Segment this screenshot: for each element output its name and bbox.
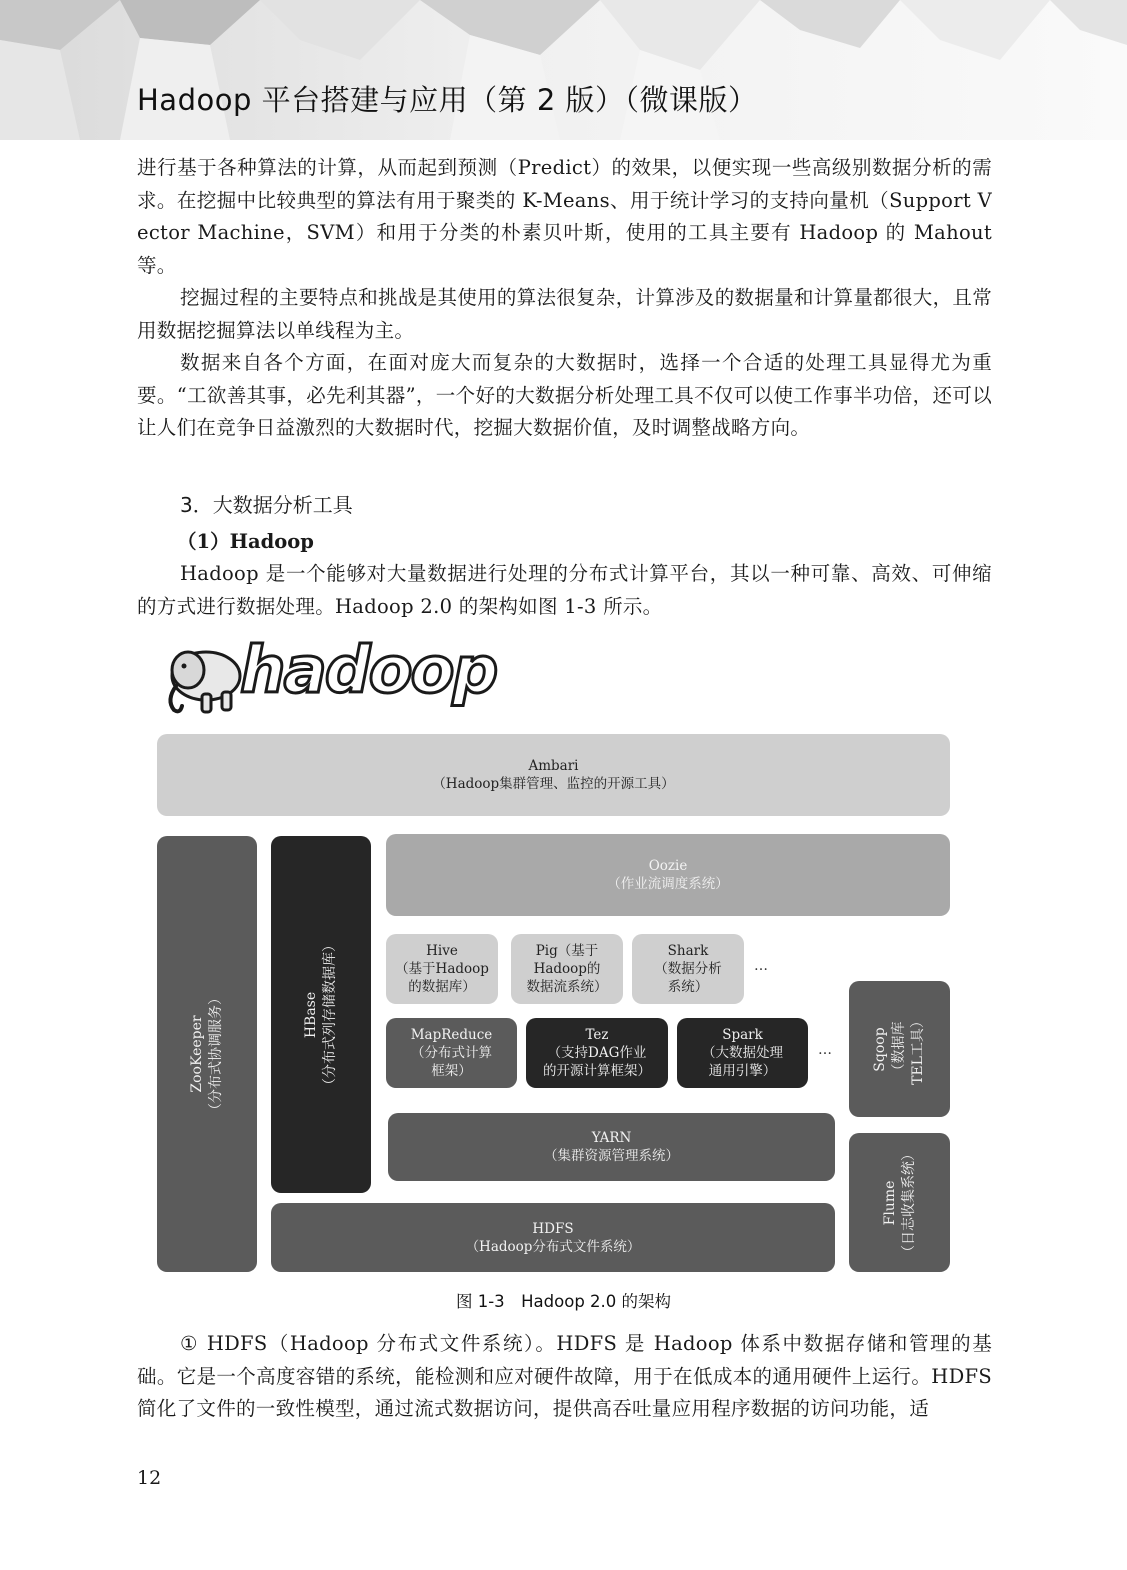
sqoop-desc-1: （数据库 [890, 1021, 907, 1078]
header-background [0, 0, 1127, 140]
paragraph: 挖掘过程的主要特点和挑战是其使用的算法很复杂，计算涉及的数据量和计算量都很大，且常用数据挖掘算法以单线程为主。 [137, 286, 992, 342]
ambari-desc: （Hadoop集群管理、监控的开源工具） [432, 776, 675, 792]
shark-desc-2: 系统） [667, 979, 709, 995]
hbase-desc: （分布式列存储数据库） [322, 937, 338, 1092]
intro-text [137, 152, 992, 445]
figure-caption: 图 1-3 Hadoop 2.0 的架构 [455, 1292, 672, 1311]
paragraph: ① HDFS（Hadoop 分布式文件系统）。HDFS 是 Hadoop 体系中数据存储和管理的基础。它是一个高度容错的系统，能检测和应对硬件故障，用于在低成本的通用硬件上运行。HDFS 简化了文件的一致性模型，通过流式数据访问，提供高吞吐量应用程序数据的访问功能，适 [137, 1332, 992, 1420]
tez-desc-2: 的开源计算框架） [543, 1063, 651, 1079]
sqoop-desc-2: TEL工具） [909, 1013, 926, 1085]
mapreduce-desc-1: （分布式计算 [411, 1045, 492, 1061]
yarn-desc: （集群资源管理系统） [544, 1148, 679, 1164]
hive-name: Hive [426, 943, 458, 959]
paragraph: 数据来自各个方面，在面对庞大而复杂的大数据时，选择一个合适的处理工具显得尤为重要。“工欲善其事，必先利其器”，一个好的大数据分析处理工具不仅可以使工作事半功倍，还可以让人们在竞争日益激烈的大数据时代，挖掘大数据价值，及时调整战略方向。 [137, 351, 992, 439]
hive-desc-2: 的数据库） [408, 979, 476, 995]
hdfs-name: HDFS [532, 1220, 574, 1237]
flume-desc: （日志收集系统） [900, 1146, 917, 1259]
hbase-box [271, 836, 371, 1193]
hdfs-desc: （Hadoop分布式文件系统） [465, 1238, 641, 1255]
spark-desc-1: （大数据处理 [702, 1045, 783, 1061]
ellipsis: … [818, 1042, 832, 1058]
pig-box [511, 934, 623, 1004]
yarn-box [388, 1113, 835, 1181]
page-number: 12 [137, 1467, 162, 1489]
mapreduce-name: MapReduce [410, 1027, 493, 1043]
hive-desc-1: （基于Hadoop [395, 961, 489, 977]
ambari-name: Ambari [528, 758, 579, 774]
pig-desc-1: Hadoop的 [533, 961, 601, 977]
zookeeper-box [157, 836, 257, 1272]
pig-desc-2: 数据流系统） [526, 979, 608, 995]
zookeeper-desc: （分布式协调服务） [208, 991, 224, 1117]
tez-box [526, 1018, 668, 1088]
hive-box [386, 934, 498, 1004]
spark-desc-2: 通用引擎） [708, 1063, 777, 1079]
logo-text: hadoop [240, 634, 497, 708]
section-heading: 3．大数据分析工具 [180, 493, 353, 517]
sqoop-name: Sqoop [871, 1026, 888, 1072]
spark-box [677, 1018, 808, 1088]
zookeeper-name: ZooKeeper [189, 1015, 205, 1093]
shark-box [632, 934, 744, 1004]
oozie-desc: （作业流调度系统） [607, 876, 729, 892]
hbase-name: HBase [303, 991, 319, 1038]
tez-desc-1: （支持DAG作业 [547, 1045, 647, 1061]
book-title: Hadoop 平台搭建与应用（第 2 版）（微课版） [137, 83, 758, 117]
sqoop-box [849, 981, 950, 1117]
shark-name: Shark [667, 943, 709, 959]
yarn-name: YARN [591, 1130, 632, 1146]
ambari-box [157, 734, 950, 816]
outro-text [137, 1328, 992, 1426]
flume-box [849, 1133, 950, 1272]
oozie-box [386, 834, 950, 916]
sub-heading: （1）Hadoop [177, 530, 314, 553]
tez-name: Tez [585, 1027, 609, 1043]
hdfs-box [271, 1203, 835, 1272]
oozie-name: Oozie [648, 858, 688, 874]
spark-name: Spark [722, 1027, 763, 1043]
paragraph: Hadoop 是一个能够对大量数据进行处理的分布式计算平台，其以一种可靠、高效、可伸缩的方式进行数据处理。Hadoop 2.0 的架构如图 1-3 所示。 [137, 562, 992, 618]
mapreduce-desc-2: 框架） [431, 1063, 472, 1079]
flume-name: Flume [881, 1180, 898, 1225]
hadoop-logo [158, 634, 497, 720]
mapreduce-box [386, 1018, 517, 1088]
elephant-icon [158, 640, 248, 720]
section-3 [137, 489, 992, 623]
shark-desc-1: （数据分析 [654, 961, 722, 977]
paragraph: 进行基于各种算法的计算，从而起到预测（Predict）的效果，以便实现一些高级别数据分析的需求。在挖掘中比较典型的算法有用于聚类的 K-Means、用于统计学习的支持向量机（Support Vector Machine，SVM）和用于分类的朴素贝叶斯，使用的工具主要有 Hadoop 的 Mahout 等。 [137, 156, 992, 277]
pig-name: Pig（基于 [535, 943, 599, 959]
ellipsis: … [754, 958, 768, 974]
